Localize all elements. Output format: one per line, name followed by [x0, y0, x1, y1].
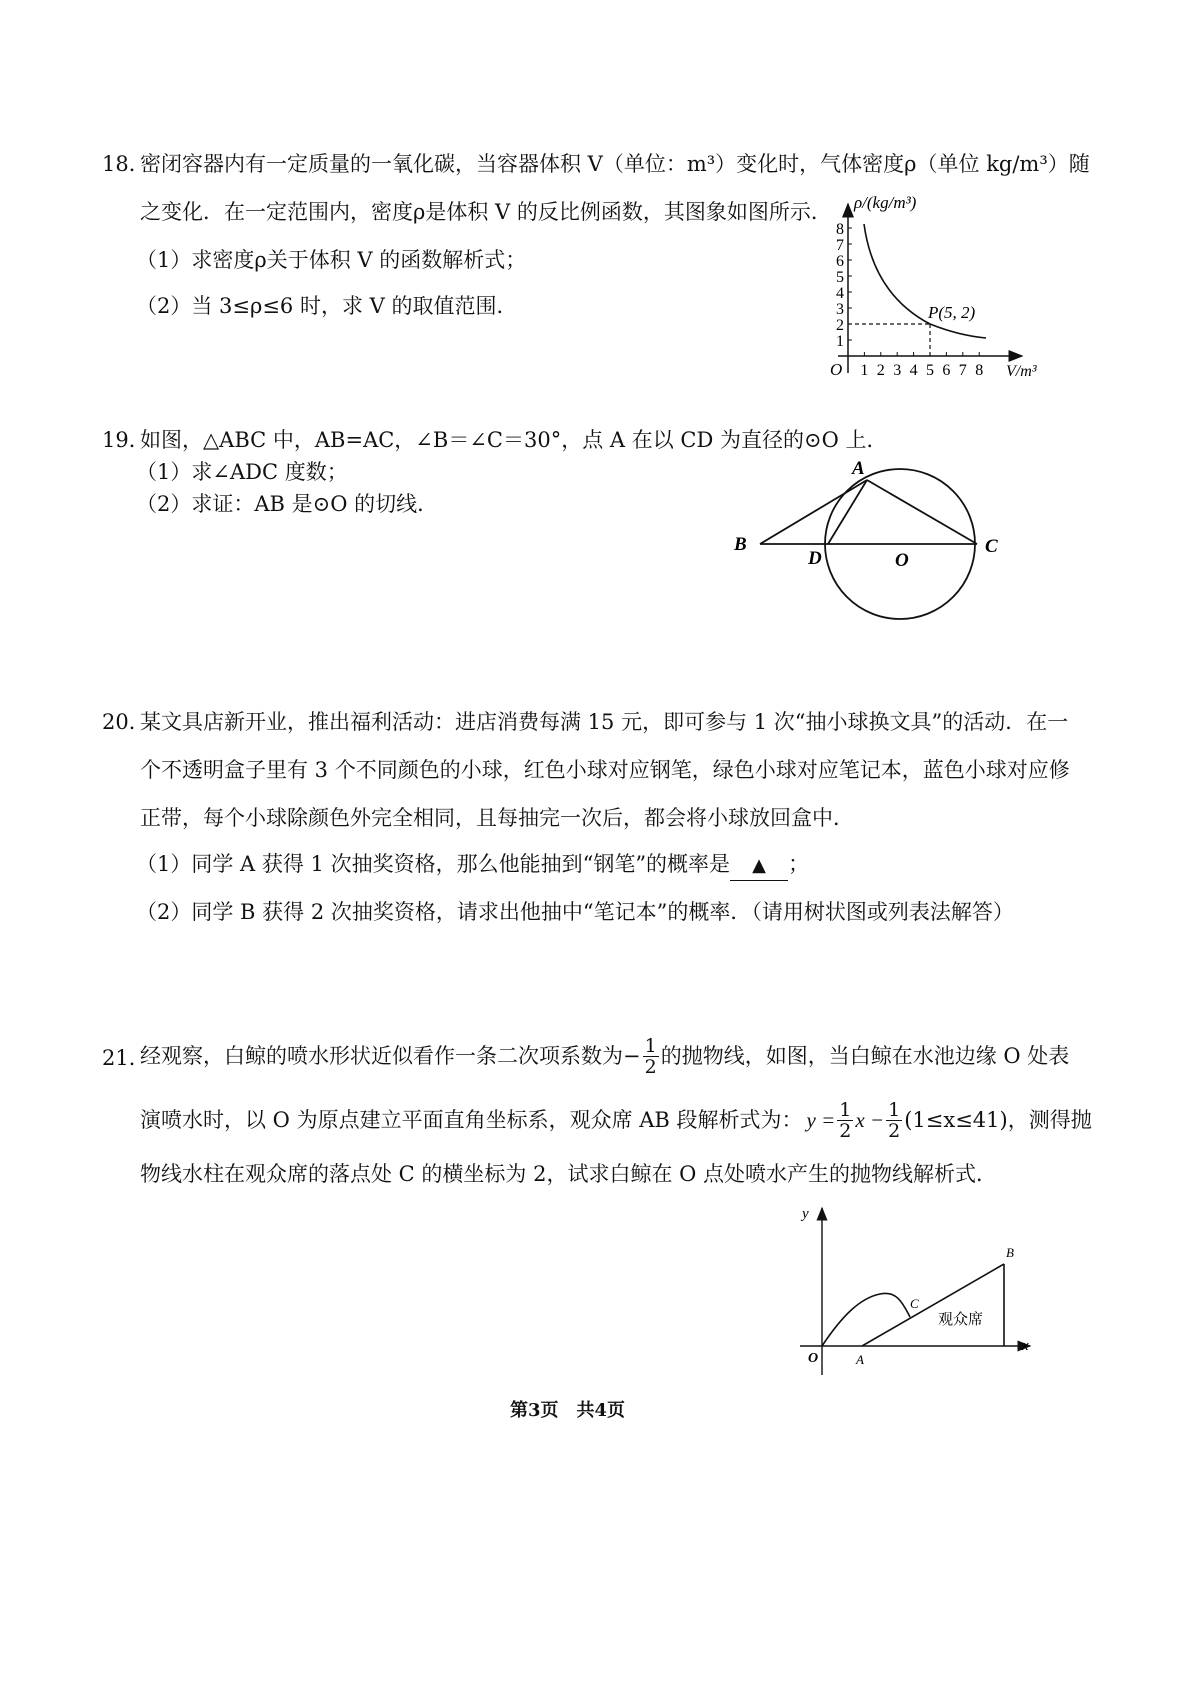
q19-label-o: O	[895, 550, 909, 571]
q19-label-c: C	[985, 536, 998, 557]
q21-line1-text: 经观察，白鲸的喷水形状近似看作一条二次项系数为	[140, 1044, 623, 1068]
q18-x-tick-label: 8	[975, 362, 984, 379]
q21-label-o: O	[808, 1351, 819, 1366]
q21-eq-b-den: 2	[888, 1119, 901, 1142]
q19-line1: 如图，△ABC 中，AB=AC，∠B＝∠C＝30°，点 A 在以 CD 为直径的⊙O 上．	[140, 428, 888, 452]
q21-eq-a	[837, 1100, 853, 1141]
q21-seats-line-ab	[862, 1264, 1004, 1346]
q18-x-tick-label: 5	[926, 362, 934, 379]
q19-figure	[720, 452, 1040, 652]
q21-figure	[780, 1200, 1060, 1390]
q21-eq-a-num: 1	[839, 1098, 852, 1121]
q19-number: 19．	[102, 428, 150, 452]
q18-graph	[810, 188, 1050, 388]
q19-part1: （1）求∠ADC 度数；	[136, 460, 348, 484]
q18-y-tick-label: 2	[836, 317, 844, 334]
q18-x-tick-label: 1	[860, 362, 869, 379]
q20-answer-blank	[730, 850, 788, 881]
q18-y-label: ρ/(kg/m³)	[854, 193, 917, 212]
q18-number: 18．	[102, 152, 150, 176]
q18-origin: O	[830, 360, 843, 379]
q19-segment-ab	[760, 480, 867, 544]
page-footer: 第3页 共4页	[510, 1400, 626, 1421]
q18-y-ticks	[836, 221, 852, 350]
q20-line2: 个不透明盒子里有 3 个不同颜色的小球，红色小球对应钢笔，绿色小球对应笔记本，蓝色小球对应修	[140, 758, 1070, 782]
q21-eq-x: x −	[855, 1108, 885, 1132]
q18-line1: 密闭容器内有一定质量的一氧化碳，当容器体积 V（单位：m³）变化时，气体密度ρ（单位 kg/m³）随	[140, 152, 1090, 176]
q21-eq-b-num: 1	[888, 1098, 901, 1121]
q21-coef-den: 2	[644, 1055, 657, 1078]
q18-x-tick-label: 4	[909, 362, 918, 379]
q18-y-tick-label: 1	[836, 333, 844, 350]
q19-label-a: A	[852, 458, 865, 479]
q18-y-tick-label: 7	[836, 237, 844, 254]
q21-line3: 物线水柱在观众席的落点处 C 的横坐标为 2，试求白鲸在 O 点处喷水产生的抛物线解析式．	[140, 1162, 998, 1186]
q21-eq-b	[886, 1100, 902, 1141]
q21-coefficient	[643, 1036, 659, 1077]
q21-label-y: y	[802, 1206, 809, 1222]
q21-coef-num: 1	[644, 1034, 657, 1057]
q21-line1	[140, 1030, 1069, 1082]
q20-line3: 正带，每个小球除颜色外完全相同，且每抽完一次后，都会将小球放回盒中．	[140, 806, 854, 830]
q20-line1: 某文具店新开业，推出福利活动：进店消费每满 15 元，即可参与 1 次“抽小球换文具”的活动．在一	[140, 710, 1069, 734]
q18-y-tick-label: 8	[836, 221, 844, 238]
q18-x-label: V/m³	[1006, 363, 1037, 380]
q19-part2: （2）求证：AB 是⊙O 的切线．	[136, 492, 439, 516]
q21-eq-y: y =	[806, 1108, 836, 1132]
q18-part1: （1）求密度ρ关于体积 V 的函数解析式；	[136, 248, 527, 272]
q20-number: 20．	[102, 710, 150, 734]
q18-x-tick-label: 3	[893, 362, 902, 379]
q21-line2	[140, 1094, 1092, 1146]
q21-line1-end: 的抛物线，如图，当白鲸在水池边缘 O 处表	[660, 1044, 1070, 1068]
q18-y-tick-label: 6	[836, 253, 844, 270]
q18-part2: （2）当 3≤ρ≤6 时，求 V 的取值范围．	[136, 294, 518, 318]
q20-part1	[136, 850, 809, 881]
q21-parabola	[822, 1293, 910, 1346]
q18-point-label: P(5, 2)	[928, 303, 976, 322]
q18-y-tick-label: 4	[836, 285, 844, 302]
q18-line2: 之变化．在一定范围内，密度ρ是体积 V 的反比例函数，其图象如图所示．	[140, 200, 832, 224]
q18-x-tick-label: 7	[958, 362, 967, 379]
q21-eq-range: (1≤x≤41)，测得抛	[904, 1108, 1092, 1132]
q19-segment-ac	[867, 480, 977, 544]
q21-label-x: x	[1022, 1338, 1029, 1354]
q21-number: 21．	[102, 1046, 150, 1070]
q21-eq-a-den: 2	[839, 1119, 852, 1142]
q18-y-tick-label: 5	[836, 269, 844, 286]
q19-label-b: B	[734, 534, 747, 555]
q20-part2: （2）同学 B 获得 2 次抽奖资格，请求出他抽中“笔记本”的概率．（请用树状图或列表法解答）	[136, 900, 1014, 924]
q18-y-tick-label: 3	[836, 301, 844, 318]
q20-blank-marker: ▲	[752, 855, 766, 876]
q20-part1-text: （1）同学 A 获得 1 次抽奖资格，那么他能抽到“钢笔”的概率是	[136, 852, 731, 876]
q21-line2-text: 演喷水时，以 O 为原点建立平面直角坐标系，观众席 AB 段解析式为：	[140, 1108, 803, 1132]
q19-label-d: D	[808, 548, 822, 569]
q21-label-b: B	[1006, 1245, 1014, 1260]
q20-part1-end: ；	[788, 852, 810, 876]
q21-minus-sign: −	[623, 1044, 641, 1068]
q21-label-c: C	[910, 1296, 919, 1311]
q18-x-tick-label: 2	[876, 362, 885, 379]
q21-seats-label: 观众席	[938, 1312, 984, 1328]
q21-label-a: A	[856, 1352, 864, 1367]
q18-x-tick-label: 6	[942, 362, 951, 379]
